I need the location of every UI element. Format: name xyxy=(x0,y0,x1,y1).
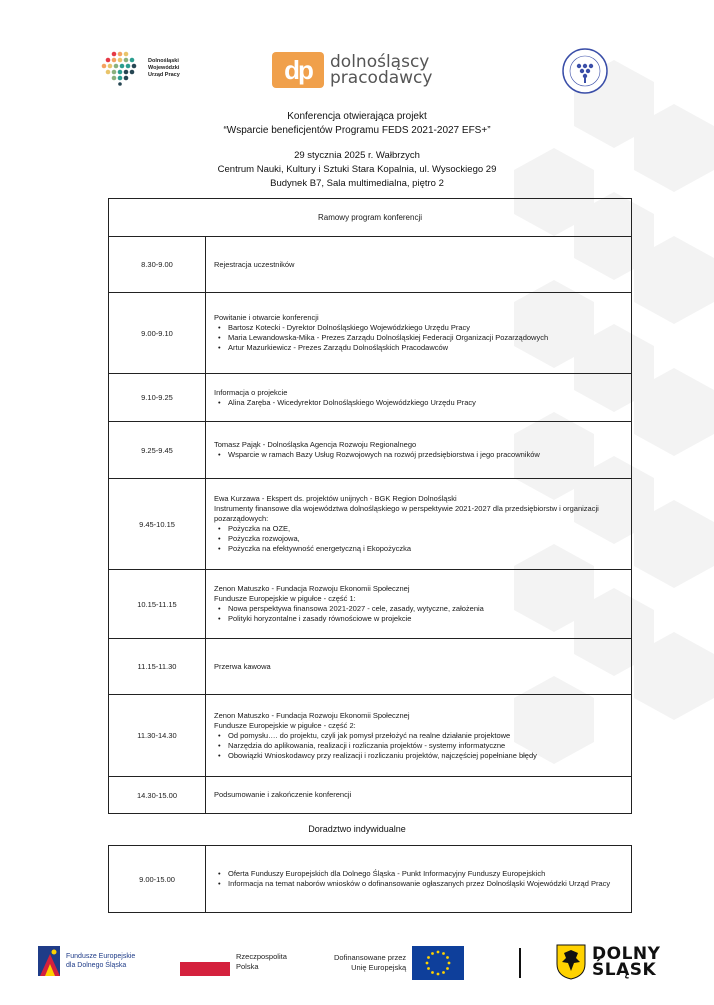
row-item-list xyxy=(214,604,625,624)
eagle-crest-icon xyxy=(556,944,586,980)
fe-star-icon xyxy=(38,946,60,976)
advisory-row xyxy=(109,846,631,912)
dolnoslascy-pracodawcy-logo xyxy=(272,52,432,88)
row-item-list xyxy=(214,323,625,353)
row-time: 11.30-14.30 xyxy=(109,695,206,776)
advisory-table xyxy=(108,845,632,913)
fundusze-europejskie-logo xyxy=(38,946,135,976)
rp-text: Rzeczpospolita Polska xyxy=(236,952,287,971)
program-row xyxy=(109,777,631,813)
row-time: 9.45-10.15 xyxy=(109,479,206,569)
row-item-list xyxy=(214,731,625,761)
conference-date: 29 stycznia 2025 r. Wałbrzych xyxy=(294,150,420,161)
title-line-1: Konferencja otwierająca projekt xyxy=(287,111,427,122)
list-item: • Alina Zaręba - Wicedyrektor Dolnośląskiego Wojewódzkiego Urzędu Pracy xyxy=(214,398,625,408)
rzeczpospolita-polska-logo xyxy=(180,948,287,976)
polish-flag-icon xyxy=(180,948,230,976)
conference-title xyxy=(0,110,714,138)
list-item: • Bartosz Kotecki - Dyrektor Dolnośląskiego Wojewódzkiego Urzędu Pracy xyxy=(214,323,625,333)
program-row xyxy=(109,237,631,293)
program-row xyxy=(109,695,631,777)
dwup-logo xyxy=(100,50,180,86)
row-description: Rejestracja uczestników xyxy=(214,259,295,269)
list-item: • Wsparcie w ramach Bazy Usług Rozwojowych na rozwój przedsiębiorstwa i jego pracowników xyxy=(214,450,625,460)
header-logos xyxy=(0,44,714,104)
list-item: • Informacja na temat naborów wniosków o dofinansowanie ogłaszanych przez Dolnośląski Wojewódzki Urząd Pracy xyxy=(214,879,625,889)
program-row xyxy=(109,639,631,695)
federation-seal-icon xyxy=(560,46,610,101)
list-item: • Pożyczka na efektywność energetyczną i Ekopożyczka xyxy=(214,544,625,554)
row-description: Ewa Kurzawa - Ekspert ds. projektów unijnych - BGK Region Dolnośląski Instrumenty finansowe dla województwa dolnośląskiego w perspektywie 2021-2027 dla przedsiębiorstw i organizacji pozarządowych: • Pożyczka na OZE, • Pożyczka rozwojowa, • Pożyczka na efektywność energetyczną i Ekopożyczka xyxy=(206,479,631,569)
advisory-title: Doradztwo indywidualne xyxy=(308,824,406,834)
ds-text: DOLNY ŚLĄSK xyxy=(592,944,661,980)
eu-cofinanced-logo xyxy=(334,946,464,980)
row-description: Podsumowanie i zakończenie konferencji xyxy=(214,790,352,799)
row-description: Powitanie i otwarcie konferencji • Bartosz Kotecki - Dyrektor Dolnośląskiego Wojewódzkiego Urzędu Pracy • Maria Lewandowska-Mika - Prezes Zarządu Dolnośląskiej Federacji Organizacji Pozarządowych • Artur Mazurkiewicz - Prezes Zarządu Dolnośląskich Pracodawców xyxy=(206,293,631,373)
row-time: 9.00-9.10 xyxy=(109,293,206,373)
list-item: • Pożyczka rozwojowa, xyxy=(214,534,625,544)
row-time: 8.30-9.00 xyxy=(109,237,206,292)
row-time: 11.15-11.30 xyxy=(109,639,206,694)
row-description: Zenon Matuszko - Fundacja Rozwoju Ekonomii Społecznej Fundusze Europejskie w pigułce - część 1: • Nowa perspektywa finansowa 2021-2027 - cele, zasady, wytyczne, założenia • Polityki horyzontalne i zasady równościowe w projekcie xyxy=(206,570,631,638)
program-row xyxy=(109,479,631,570)
row-time: 9.25-9.45 xyxy=(109,422,206,478)
list-item: • Artur Mazurkiewicz - Prezes Zarządu Dolnośląskich Pracodawców xyxy=(214,343,625,353)
row-description: Zenon Matuszko - Fundacja Rozwoju Ekonomii Społecznej Fundusze Europejskie w pigułce - część 2: • Od pomysłu…. do projektu, czyli jak pomysł przełożyć na realne działanie projektowe • Narzędzia do aplikowania, realizacji i rozliczania projektów - systemy informatyczne • Obowiązki Wnioskodawcy przy realizacji i rozliczaniu projektów, najczęściej popełniane błędy xyxy=(206,695,631,776)
dwup-logo-text: Dolnośląski Wojewódzki Urząd Pracy xyxy=(148,57,180,78)
fe-text: Fundusze Europejskie dla Dolnego Śląska xyxy=(66,953,136,969)
list-item: • Nowa perspektywa finansowa 2021-2027 - cele, zasady, wytyczne, założenia xyxy=(214,604,625,614)
list-item: • Obowiązki Wnioskodawcy przy realizacji i rozliczaniu projektów, najczęściej popełniane błędy xyxy=(214,751,625,761)
row-description xyxy=(206,846,631,912)
list-item: • Oferta Funduszy Europejskich dla Dolnego Śląska - Punkt Informacyjny Funduszy Europejskich xyxy=(214,869,625,879)
program-row xyxy=(109,293,631,374)
list-item: • Pożyczka na OZE, xyxy=(214,524,625,534)
list-item: • Od pomysłu…. do projektu, czyli jak pomysł przełożyć na realne działanie projektowe xyxy=(214,731,625,741)
row-item-list xyxy=(214,450,625,460)
program-table xyxy=(108,198,632,814)
list-item: • Polityki horyzontalne i zasady równościowe w projekcie xyxy=(214,614,625,624)
footer-logos xyxy=(0,940,714,990)
row-item-list xyxy=(214,524,625,554)
row-time: 9.10-9.25 xyxy=(109,374,206,421)
program-row xyxy=(109,422,631,479)
program-row xyxy=(109,570,631,639)
dotted-map-icon xyxy=(100,50,144,86)
ue-text: Dofinansowane przez Unię Europejską xyxy=(334,953,407,972)
conference-room: Budynek B7, Sala multimedialna, piętro 2 xyxy=(270,178,444,189)
row-time: 14.30-15.00 xyxy=(109,777,206,813)
program-row xyxy=(109,374,631,422)
eu-flag-icon xyxy=(412,946,464,980)
row-description: Informacja o projekcie • Alina Zaręba - Wicedyrektor Dolnośląskiego Wojewódzkiego Urzędu Pracy xyxy=(206,374,631,421)
title-line-2: “Wsparcie beneficjentów Programu FEDS 2021-2027 EFS+” xyxy=(223,125,491,136)
row-description: Tomasz Pająk - Dolnośląska Agencja Rozwoju Regionalnego • Wsparcie w ramach Bazy Usług Rozwojowych na rozwój przedsiębiorstwa i jego pracowników xyxy=(206,422,631,478)
conference-details xyxy=(0,149,714,191)
dp-badge: dp xyxy=(272,52,324,88)
dolny-slask-logo xyxy=(556,944,660,980)
program-caption: Ramowy program konferencji xyxy=(109,199,631,237)
row-item-list xyxy=(214,398,625,408)
row-description: Przerwa kawowa xyxy=(214,661,271,671)
footer-divider xyxy=(519,948,521,978)
row-time: 9.00-15.00 xyxy=(109,846,206,912)
row-time: 10.15-11.15 xyxy=(109,570,206,638)
row-item-list xyxy=(214,869,625,889)
dp-name: dolnośląscy pracodawcy xyxy=(330,52,433,88)
conference-venue: Centrum Nauki, Kultury i Sztuki Stara Kopalnia, ul. Wysockiego 29 xyxy=(217,164,497,175)
list-item: • Maria Lewandowska-Mika - Prezes Zarządu Dolnośląskiej Federacji Organizacji Pozarządowych xyxy=(214,333,625,343)
list-item: • Narzędzia do aplikowania, realizacji i rozliczania projektów - systemy informatyczne xyxy=(214,741,625,751)
